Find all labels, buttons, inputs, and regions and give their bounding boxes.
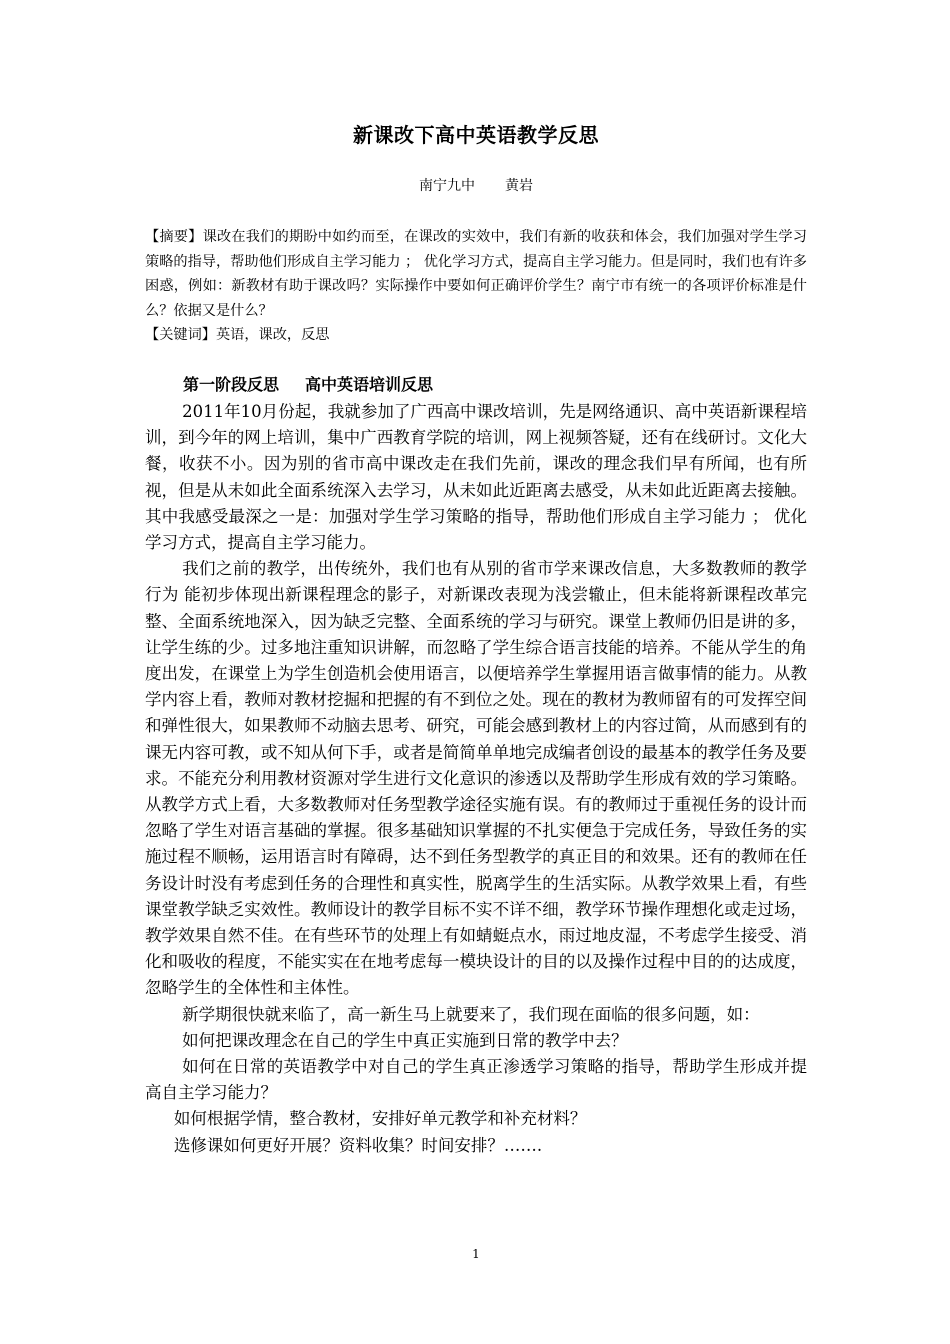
- section-stage: 第一阶段反思: [183, 375, 280, 394]
- section-heading: [183, 372, 433, 398]
- page-title: 新课改下高中英语教学反思: [353, 123, 599, 147]
- question-item: 如何根据学情，整合教材，安排好单元教学和补充材料？: [173, 1109, 587, 1129]
- abstract: [145, 225, 807, 323]
- body-text: [145, 399, 807, 1159]
- paragraph: 新学期很快就来临了，高一新生马上就要来了，我们现在面临的很多问题，如：: [182, 1004, 760, 1024]
- document-page: [145, 0, 807, 1344]
- abstract-text: 课改在我们的期盼中如约而至，在课改的实效中，我们有新的收获和体会，我们加强对学生学习策略的指导，帮助他们形成自主学习能力 ； 优化学习方式，提高自主学习能力。但是同时，我们也有许多困惑，例如：新教材有助于课改吗？实际操作中要如何正确评价学生？南宁市有统一的各项评价标准是什么？依据又是什么？: [145, 229, 807, 319]
- keywords-text: 英语，课改，反思: [215, 327, 330, 343]
- author-line: [145, 176, 807, 196]
- author-school: 南宁九中: [419, 178, 475, 194]
- question-item: 如何在日常的英语教学中对自己的学生真正渗透学习策略的指导，帮助学生形成并提高自主学习能力？: [145, 1057, 807, 1103]
- keywords: [145, 323, 807, 347]
- abstract-tag: 【摘要】: [145, 229, 203, 245]
- author-name: 黄岩: [505, 178, 533, 194]
- page-number: 1: [472, 1247, 480, 1261]
- question-item: 选修课如何更好开展？资料收集？时间安排？…….: [173, 1135, 543, 1155]
- keywords-tag: 【关键词】: [145, 327, 216, 343]
- paragraph: 2011年10月份起，我就参加了广西高中课改培训，先是网络通识、高中英语新课程培训，到今年的网上培训，集中广西教育学院的培训，网上视频答疑，还有在线研讨。文化大餐，收获不小。因为别的省市高中课改走在我们先前，课改的理念我们早有所闻，也有所视，但是从未如此全面系统深入去学习，从未如此近距离去感受，从未如此近距离去接触。其中我感受最深之一是：加强对学生学习策略的指导，帮助他们形成自主学习能力 ； 优化学习方式，提高自主学习能力。: [145, 402, 807, 553]
- paragraph: 我们之前的教学，出传统外，我们也有从别的省市学来课改信息，大多数教师的教学行为 能初步体现出新课程理念的影子，对新课改表现为浅尝辙止，但未能将新课程改革完整、全面系统地深入，因为缺乏完整、全面系统的学习与研究。课堂上教师仍旧是讲的多，让学生练的少。过多地注重知识讲解，而忽略了学生综合语言技能的培养。不能从学生的角度出发，在课堂上为学生创造机会使用语言，以便培养学生掌握用语言做事情的能力。从教学内容上看，教师对教材挖掘和把握的有不到位之处。现在的教材为教师留有的可发挥空间和弹性很大，如果教师不动脑去思考、研究，可能会感到教材上的内容过简，从而感到有的课无内容可教，或不知从何下手，或者是简简单单地完成编者创设的最基本的教学任务及要求。不能充分利用教材资源对学生进行文化意识的渗透以及帮助学生形成有效的学习策略。从教学方式上看，大多数教师对任务型教学途径实施有误。有的教师过于重视任务的设计而忽略了学生对语言基础的掌握。很多基础知识掌握的不扎实便急于完成任务，导致任务的实施过程不顺畅，运用语言时有障碍，达不到任务型教学的真正目的和效果。还有的教师在任务设计时没有考虑到任务的合理性和真实性，脱离学生的生活实际。从教学效果上看，有些课堂教学缺乏实效性。教师设计的教学目标不实不详不细，教学环节操作理想化或走过场，教学效果自然不佳。在有些环节的处理上有如蜻蜓点水，雨过地皮湿，不考虑学生接受、消化和吸收的程度，不能实实在在地考虑每一模块设计的目的以及操作过程中目的的达成度，忽略学生的全体性和主体性。: [145, 559, 807, 998]
- section-title: 高中英语培训反思: [305, 375, 434, 394]
- question-item: 如何把课改理念在自己的学生中真正实施到日常的教学中去？: [182, 1030, 628, 1050]
